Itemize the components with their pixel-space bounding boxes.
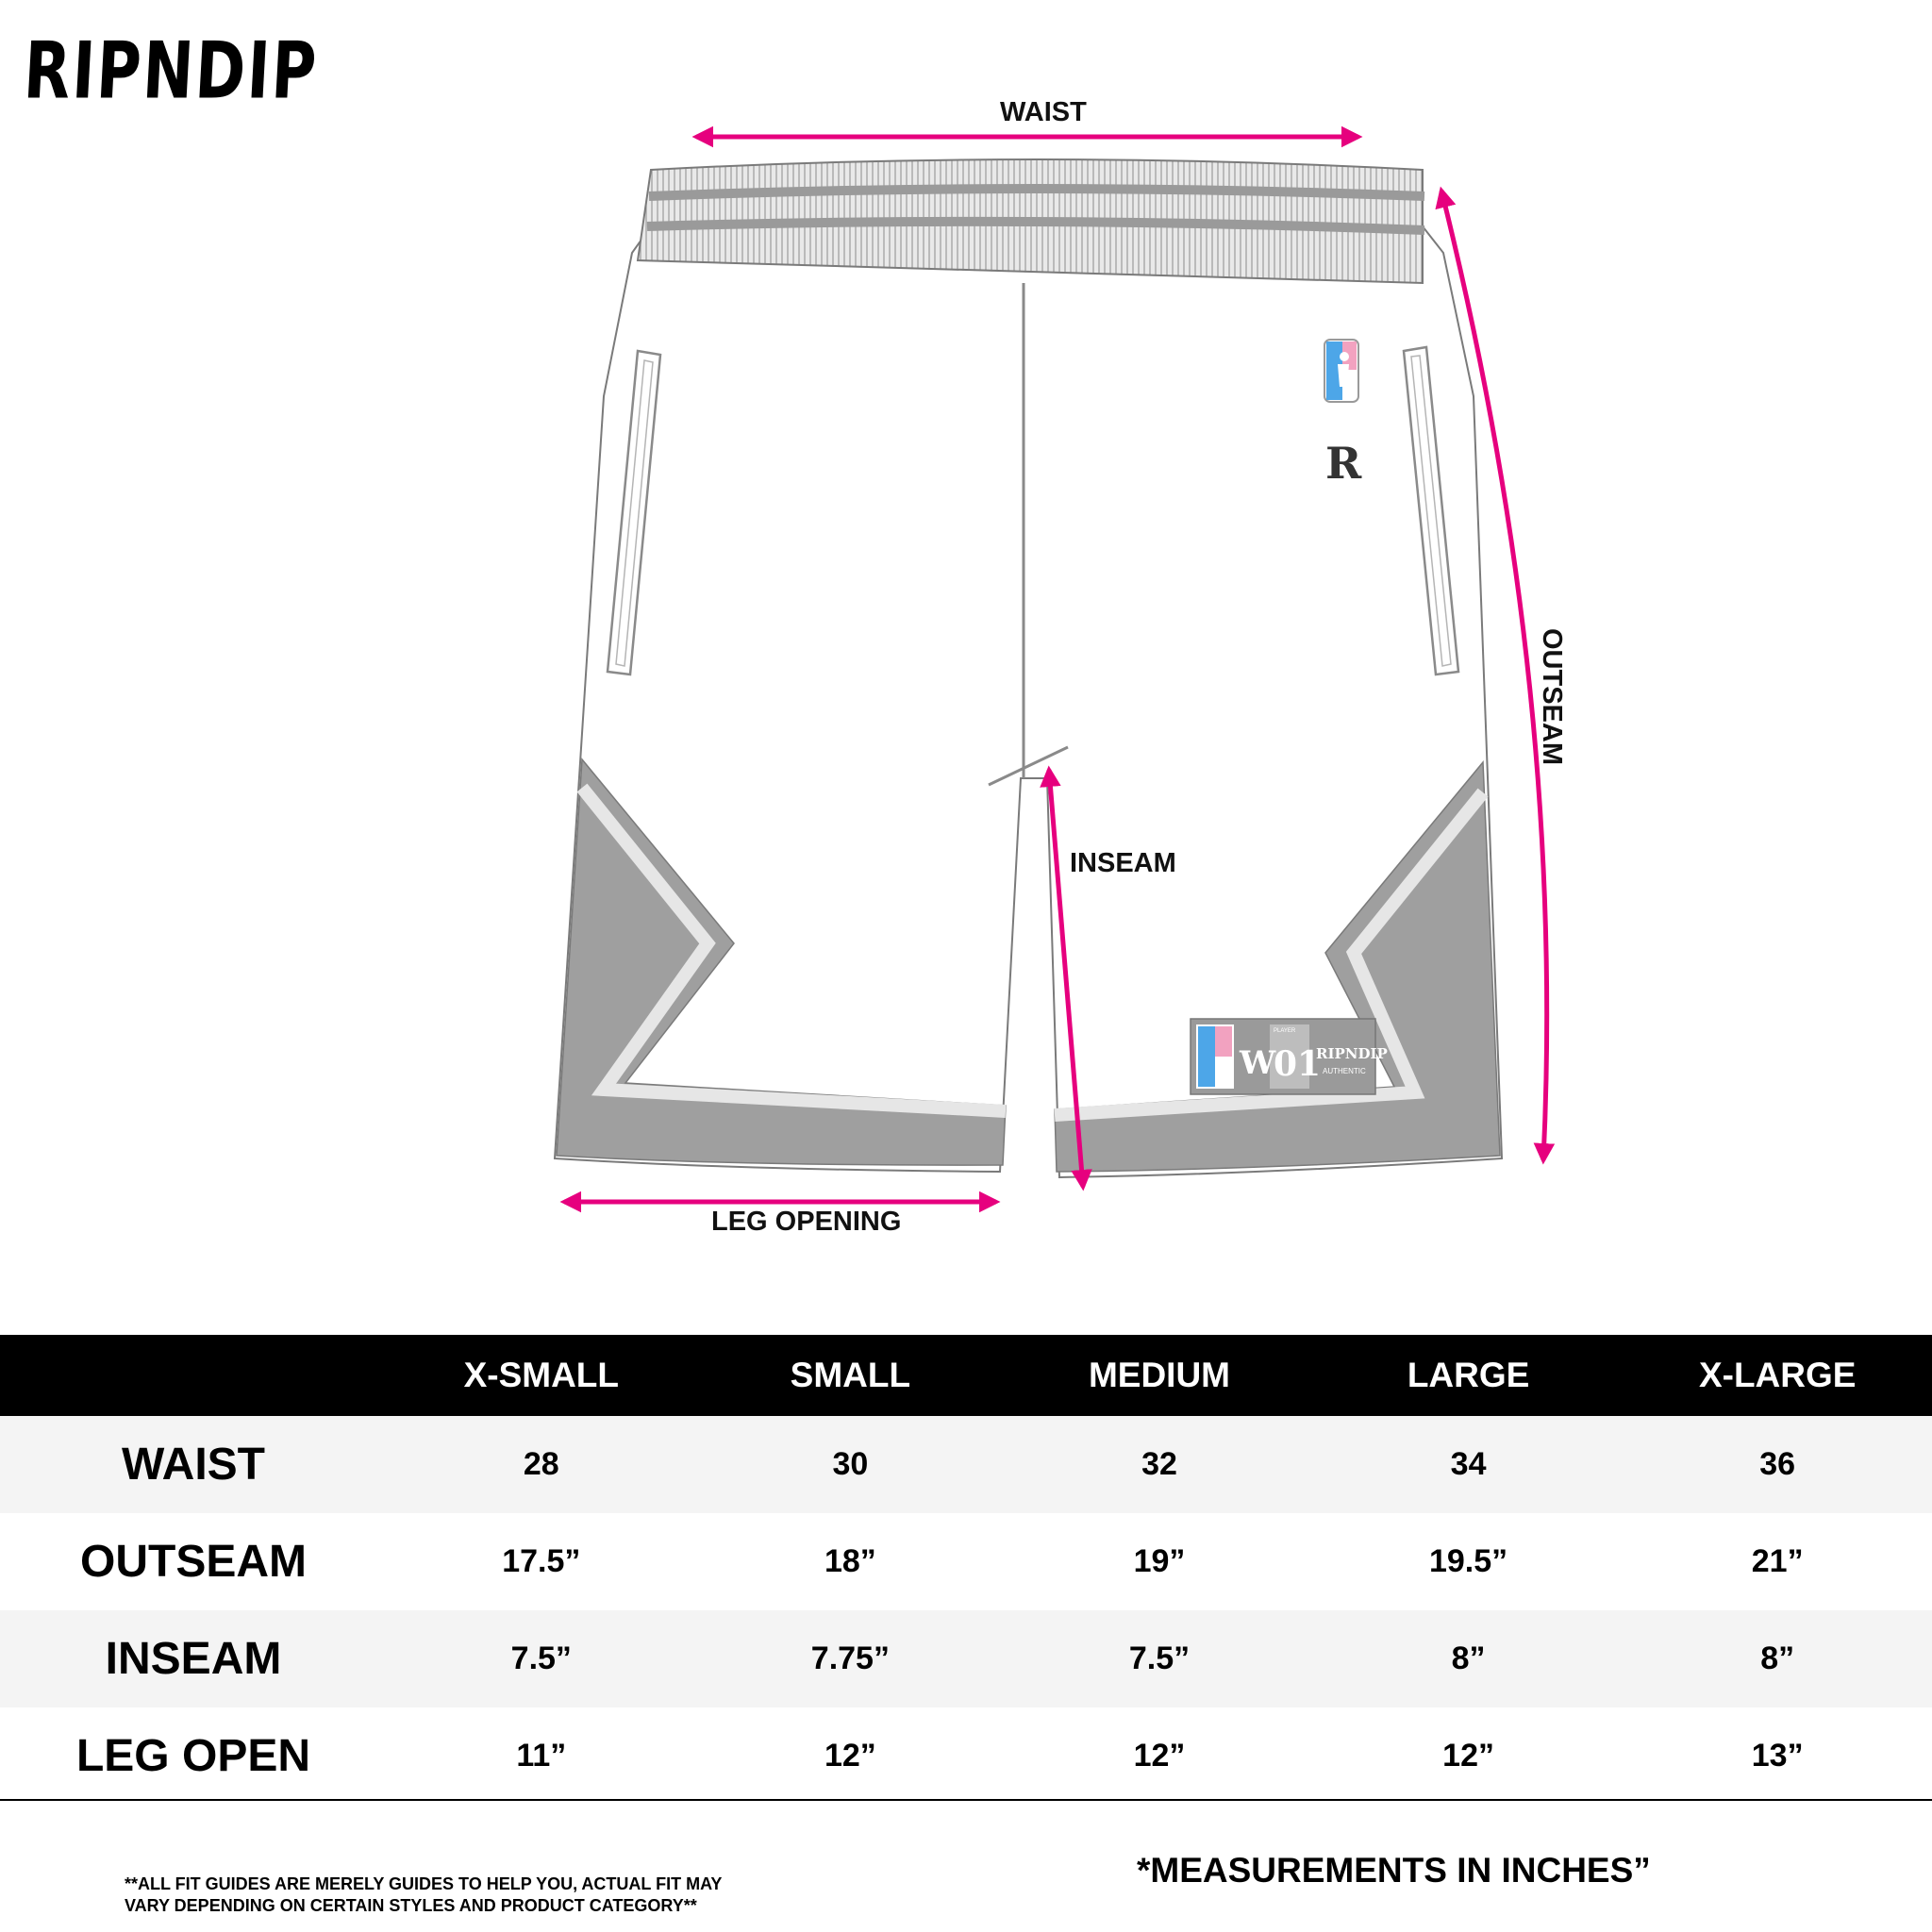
outseam-label: OUTSEAM	[1537, 628, 1567, 765]
table-cell: 34	[1314, 1416, 1624, 1513]
row-label: OUTSEAM	[0, 1513, 387, 1610]
size-chart-table	[0, 1335, 1932, 1805]
patch-number: 01	[1274, 1044, 1322, 1084]
measurement-note: *MEASUREMENTS IN INCHES”	[1137, 1851, 1651, 1890]
table-cell: 19.5”	[1314, 1513, 1624, 1610]
column-header: SMALL	[696, 1335, 1006, 1416]
row-label: INSEAM	[0, 1610, 387, 1707]
table-bottom-divider	[0, 1799, 1932, 1801]
header-empty-cell	[0, 1335, 387, 1416]
table-row	[0, 1416, 1932, 1513]
row-label: LEG OPEN	[0, 1707, 387, 1805]
table-cell: 8”	[1314, 1610, 1624, 1707]
table-cell: 28	[387, 1416, 696, 1513]
r-monogram-icon: R	[1325, 438, 1362, 489]
table-cell: 12”	[1005, 1707, 1314, 1805]
league-logo-icon	[1324, 340, 1358, 402]
patch-subtitle: AUTHENTIC	[1323, 1067, 1366, 1075]
table-cell: 12”	[1314, 1707, 1624, 1805]
table-cell: 17.5”	[387, 1513, 696, 1610]
table-cell: 36	[1623, 1416, 1932, 1513]
fit-disclaimer	[125, 1874, 785, 1917]
table-cell: 7.5”	[1005, 1610, 1314, 1707]
table-row	[0, 1610, 1932, 1707]
table-cell: 18”	[696, 1513, 1006, 1610]
table-cell: 32	[1005, 1416, 1314, 1513]
table-cell: 11”	[387, 1707, 696, 1805]
table-cell: 7.75”	[696, 1610, 1006, 1707]
table-cell: 30	[696, 1416, 1006, 1513]
patch-brand: RIPNDIP	[1316, 1045, 1388, 1062]
inseam-label: INSEAM	[1070, 848, 1176, 878]
patch-letter: W	[1240, 1044, 1276, 1082]
disclaimer-line: **ALL FIT GUIDES ARE MERELY GUIDES TO HELP YOU, ACTUAL FIT MAY	[125, 1874, 723, 1893]
waist-label: WAIST	[1000, 97, 1087, 127]
brand-logo: RIPNDIP	[21, 26, 321, 118]
table-cell: 19”	[1005, 1513, 1314, 1610]
waistband	[638, 159, 1424, 283]
leg-opening-label: LEG OPENING	[711, 1207, 902, 1237]
table-row	[0, 1707, 1932, 1805]
disclaimer-line: VARY DEPENDING ON CERTAIN STYLES AND PRODUCT CATEGORY**	[125, 1896, 697, 1915]
authentic-patch	[1191, 1019, 1388, 1094]
column-header: X-SMALL	[387, 1335, 696, 1416]
column-header: LARGE	[1314, 1335, 1624, 1416]
table-cell: 13”	[1623, 1707, 1932, 1805]
table-cell: 21”	[1623, 1513, 1932, 1610]
table-row	[0, 1513, 1932, 1610]
table-cell: 8”	[1623, 1610, 1932, 1707]
table-cell: 7.5”	[387, 1610, 696, 1707]
row-label: WAIST	[0, 1416, 387, 1513]
column-header: X-LARGE	[1623, 1335, 1932, 1416]
table-cell: 12”	[696, 1707, 1006, 1805]
column-header: MEDIUM	[1005, 1335, 1314, 1416]
size-header-row	[0, 1335, 1932, 1416]
patch-tag: PLAYER	[1274, 1028, 1296, 1034]
